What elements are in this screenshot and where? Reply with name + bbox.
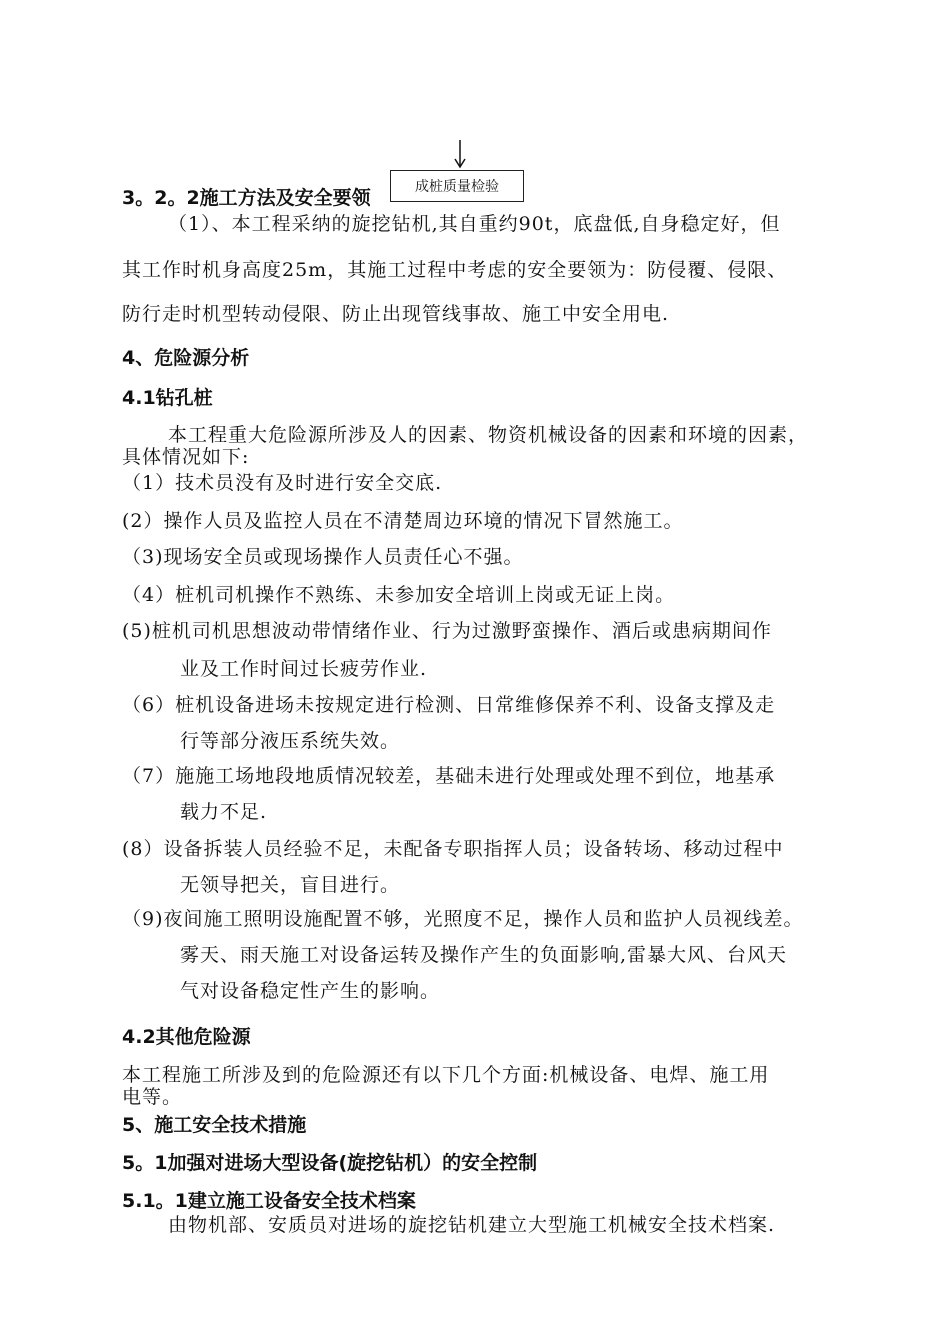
list-item-continuation: 业及工作时间过长疲劳作业. xyxy=(180,658,428,680)
list-item: （9)夜间施工照明设施配置不够，光照度不足，操作人员和监护人员视线差。 xyxy=(122,908,804,930)
paragraph-line: 本工程施工所涉及到的危险源还有以下几个方面:机械设备、电焊、施工用 xyxy=(122,1064,770,1086)
paragraph-line: 防行走时机型转动侵限、防止出现管线事故、施工中安全用电. xyxy=(122,303,670,325)
section-4-1-heading: 4.1钻孔桩 xyxy=(122,387,213,409)
flowchart-box-label: 成桩质量检验 xyxy=(415,179,499,195)
list-item-continuation: 气对设备稳定性产生的影响。 xyxy=(180,980,441,1002)
list-item: （7）施施工场地段地质情况较差，基础未进行处理或处理不到位，地基承 xyxy=(122,765,776,787)
paragraph-line: 本工程重大危险源所涉及人的因素、物资机械设备的因素和环境的因素， xyxy=(168,424,809,446)
down-arrow-icon xyxy=(450,140,470,170)
list-item: (2）操作人员及监控人员在不清楚周边环境的情况下冒然施工。 xyxy=(122,510,684,532)
list-item: （4）桩机司机操作不熟练、未参加安全培训上岗或无证上岗。 xyxy=(122,584,676,606)
section-5-heading: 5、施工安全技术措施 xyxy=(122,1114,307,1136)
list-item: （3)现场安全员或现场操作人员责任心不强。 xyxy=(122,546,524,568)
list-item: (5)桩机司机思想波动带情绪作业、行为过激野蛮操作、酒后或患病期间作 xyxy=(122,620,772,642)
flowchart-box-pile-quality-inspection xyxy=(390,170,524,202)
list-item-continuation: 行等部分液压系统失效。 xyxy=(180,730,401,752)
section-5-1-1-heading: 5.1。1建立施工设备安全技术档案 xyxy=(122,1190,416,1212)
list-item: (8）设备拆装人员经验不足，未配备专职指挥人员；设备转场、移动过程中 xyxy=(122,838,784,860)
list-item: （1）技术员没有及时进行安全交底. xyxy=(122,472,443,494)
paragraph-line: （1）、本工程采纳的旋挖钻机,其自重约90t，底盘低,自身稳定好，但 xyxy=(168,213,781,235)
section-3-2-2-heading: 3。2。2施工方法及安全要领 xyxy=(122,187,371,209)
paragraph-line: 具体情况如下: xyxy=(122,446,250,468)
section-4-2-heading: 4.2其他危险源 xyxy=(122,1026,251,1048)
list-item-continuation: 载力不足. xyxy=(180,801,268,823)
section-5-1-heading: 5。1加强对进场大型设备(旋挖钻机）的安全控制 xyxy=(122,1152,538,1174)
list-item: （6）桩机设备进场未按规定进行检测、日常维修保养不利、设备支撑及走 xyxy=(122,694,776,716)
list-item-continuation: 无领导把关，盲目进行。 xyxy=(180,874,401,896)
paragraph-line: 电等。 xyxy=(122,1086,183,1108)
paragraph-line: 其工作时机身高度25m，其施工过程中考虑的安全要领为：防侵覆、侵限、 xyxy=(122,259,788,281)
list-item-continuation: 雾天、雨天施工对设备运转及操作产生的负面影响,雷暴大风、台风天 xyxy=(180,944,788,966)
section-4-heading: 4、危险源分析 xyxy=(122,347,250,369)
paragraph-line: 由物机部、安质员对进场的旋挖钻机建立大型施工机械安全技术档案. xyxy=(168,1214,776,1236)
